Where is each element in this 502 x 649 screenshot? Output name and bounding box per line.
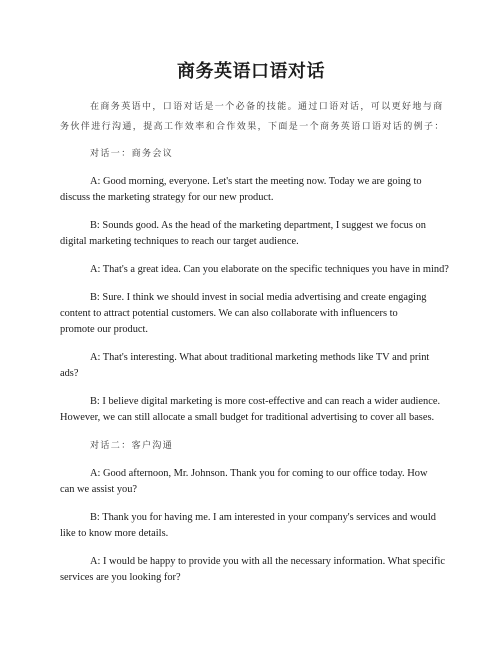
- paragraph-line: B: Sure. I think we should invest in social media advertising and create engaging: [90, 292, 427, 303]
- paragraph-line: A: Good morning, everyone. Let's start the meeting now. Today we are going to: [90, 176, 422, 187]
- paragraph-line: B: Thank you for having me. I am interested in your company's services and would: [90, 512, 436, 523]
- paragraph-line: A: That's interesting. What about traditional marketing methods like TV and print: [90, 352, 430, 363]
- dialogue-paragraph: [60, 262, 452, 278]
- dialogue-paragraph: [60, 466, 452, 498]
- section-heading-1: 对话一：商务会议: [90, 149, 174, 159]
- paragraph-line: promote our product.: [60, 324, 149, 335]
- dialogue-paragraph: [60, 290, 452, 338]
- paragraph-line: ads?: [60, 368, 79, 379]
- paragraph-line: B: Sounds good. As the head of the marketing department, I suggest we focus on: [90, 220, 426, 231]
- paragraph-line: services are you looking for?: [60, 572, 181, 583]
- dialogue-paragraph: [60, 394, 452, 426]
- paragraph-line: content to attract potential customers. We can also collaborate with influencers to: [60, 308, 398, 319]
- intro-line-2: 务伙伴进行沟通，提高工作效率和合作效果，下面是一个商务英语口语对话的例子：: [60, 122, 445, 132]
- paragraph-line: A: Good afternoon, Mr. Johnson. Thank you for coming to our office today. How: [90, 468, 428, 479]
- document-title: 商务英语口语对话: [177, 61, 325, 82]
- dialogue-paragraph: [60, 510, 452, 542]
- paragraph-line: A: That's a great idea. Can you elaborate on the specific techniques you have in mind?: [90, 264, 449, 275]
- dialogue-paragraph: [60, 350, 452, 382]
- paragraph-line: like to know more details.: [60, 528, 169, 539]
- paragraph-line: can we assist you?: [60, 484, 138, 495]
- paragraph-line: A: I would be happy to provide you with all the necessary information. What specific: [90, 556, 446, 567]
- dialogue-paragraph: [60, 174, 452, 206]
- dialogue-paragraph: [60, 218, 452, 250]
- paragraph-line: B: I believe digital marketing is more cost-effective and can reach a wider audience.: [90, 396, 441, 407]
- section-heading-2: 对话二：客户沟通: [90, 441, 174, 451]
- intro-line-1: 在商务英语中，口语对话是一个必备的技能。通过口语对话，可以更好地与商: [90, 102, 444, 112]
- paragraph-line: digital marketing techniques to reach our target audience.: [60, 236, 299, 247]
- paragraph-line: discuss the marketing strategy for our new product.: [60, 192, 274, 203]
- paragraph-line: However, we can still allocate a small budget for traditional advertising to cover all bases.: [60, 412, 435, 423]
- document-body: [60, 97, 452, 586]
- intro-paragraph: [60, 97, 452, 137]
- dialogue-paragraph: [60, 554, 452, 586]
